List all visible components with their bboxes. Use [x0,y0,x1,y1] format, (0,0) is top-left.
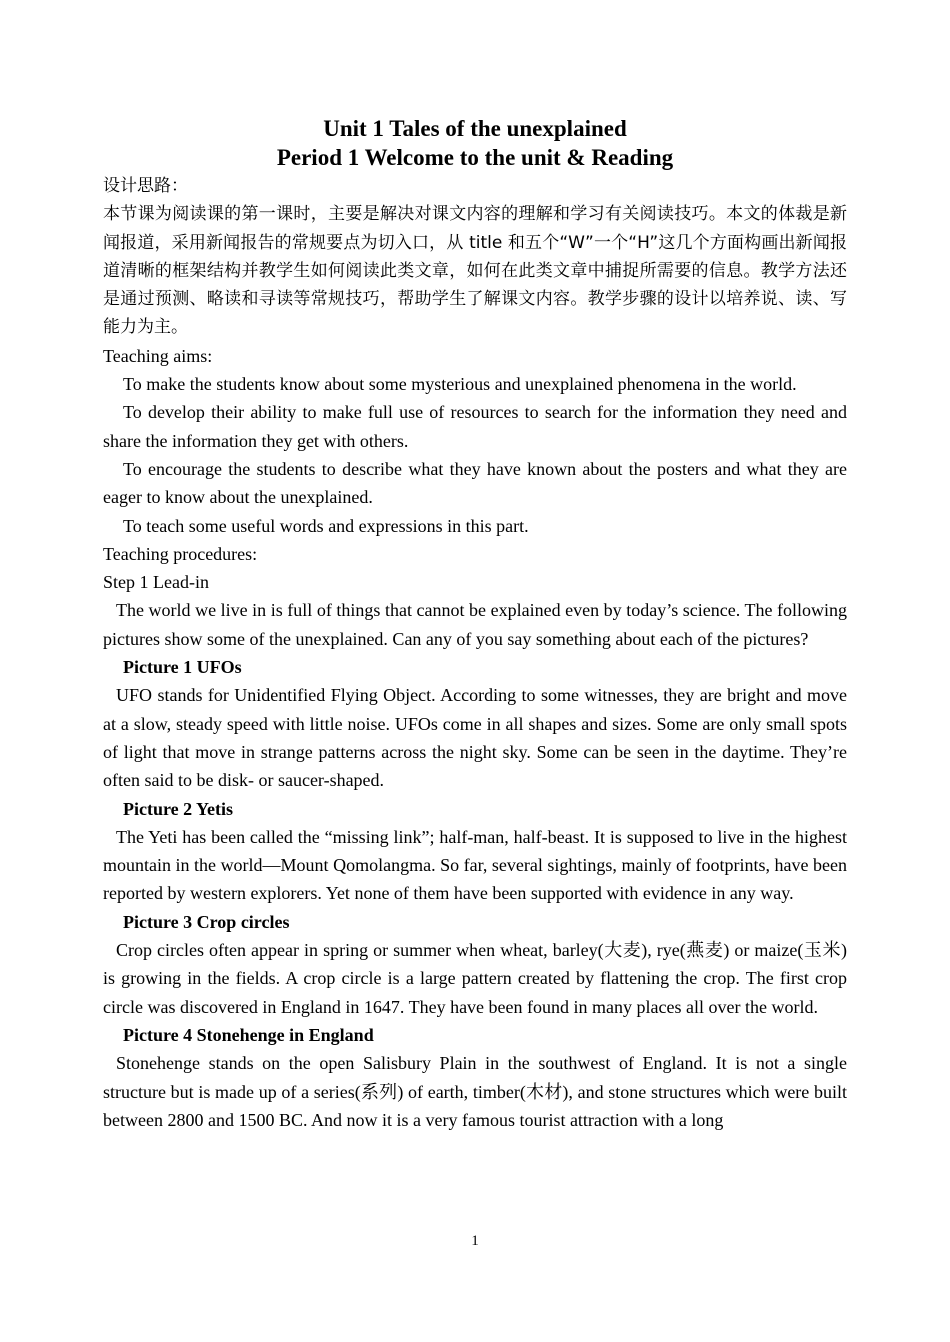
picture-3-heading: Picture 3 Crop circles [123,911,290,932]
step-1-heading: Step 1 Lead-in [103,572,209,593]
aim-item: To teach some useful words and expressions in this part. [123,515,529,536]
procedures-heading: Teaching procedures: [103,543,258,564]
picture-2-text: The Yeti has been called the “missing link”; half-man, half-beast. It is supposed to live in the highest mountain in the world—Mount Qomolangma. So far, several sightings, mainly of footprints, have been reported by western explorers. Yet none of them have been supported with evidence in any way. [103,826,847,904]
page-number: 1 [471,1233,479,1249]
picture-1-heading: Picture 1 UFOs [123,657,242,678]
picture-1-text: UFO stands for Unidentified Flying Object. According to some witnesses, they are bright and move at a slow, steady speed with little noise. UFOs come in all shapes and sizes. Some are only small spots of light that move in strange patterns across the night sky. Some can be seen in the daytime. They’re often said to be disk- or saucer-shaped. [103,685,847,791]
aim-item: To encourage the students to describe what they have known about the posters and what they are eager to know about the unexplained. [103,458,847,508]
title-line-1: Unit 1 Tales of the unexplained [323,116,627,141]
picture-2-heading: Picture 2 Yetis [123,798,233,819]
aim-item: To make the students know about some mysterious and unexplained phenomena in the world. [123,374,797,395]
lead-in-text: The world we live in is full of things that cannot be explained even by today’s science. The following pictures show some of the unexplained. Can any of you say something about each of the pictures? [103,600,847,649]
document-page [103,114,847,1134]
picture-3-text: Crop circles often appear in spring or summer when wheat, barley(大麦), rye(燕麦) or maize(玉米) is growing in the fields. A crop circle is a large pattern created by flattening the crop. The first crop circle was discovered in England in 1647. They have been found in many places all over the world. [103,940,847,1017]
aims-heading: Teaching aims: [103,345,213,366]
picture-4-text: Stonehenge stands on the open Salisbury Plain in the southwest of England. It is not a single structure but is made up of a series(系列) of earth, timber(木材), and stone structures which were built between 2800 and 1500 BC. And now it is a very famous tourist attraction with a long [103,1053,847,1130]
aim-item: To develop their ability to make full use of resources to search for the information they need and share the information they get with others. [103,402,847,451]
title-line-2: Period 1 Welcome to the unit & Reading [276,145,674,170]
design-body: 本节课为阅读课的第一课时，主要是解决对课文内容的理解和学习有关阅读技巧。本文的体裁是新闻报道，采用新闻报告的常规要点为切入口，从 title 和五个“W”一个“H”这几个方面构画出新闻报道清晰的框架结构并教学生如何阅读此类文章，如何在此类文章中捕捉所需要的信息。教学方法还是通过预测、略读和寻读等常规技巧，帮助学生了解课文内容。教学步骤的设计以培养说、读、写能力为主。 [103,204,847,338]
picture-4-heading: Picture 4 Stonehenge in England [123,1024,374,1045]
design-heading: 设计思路： [103,176,188,196]
